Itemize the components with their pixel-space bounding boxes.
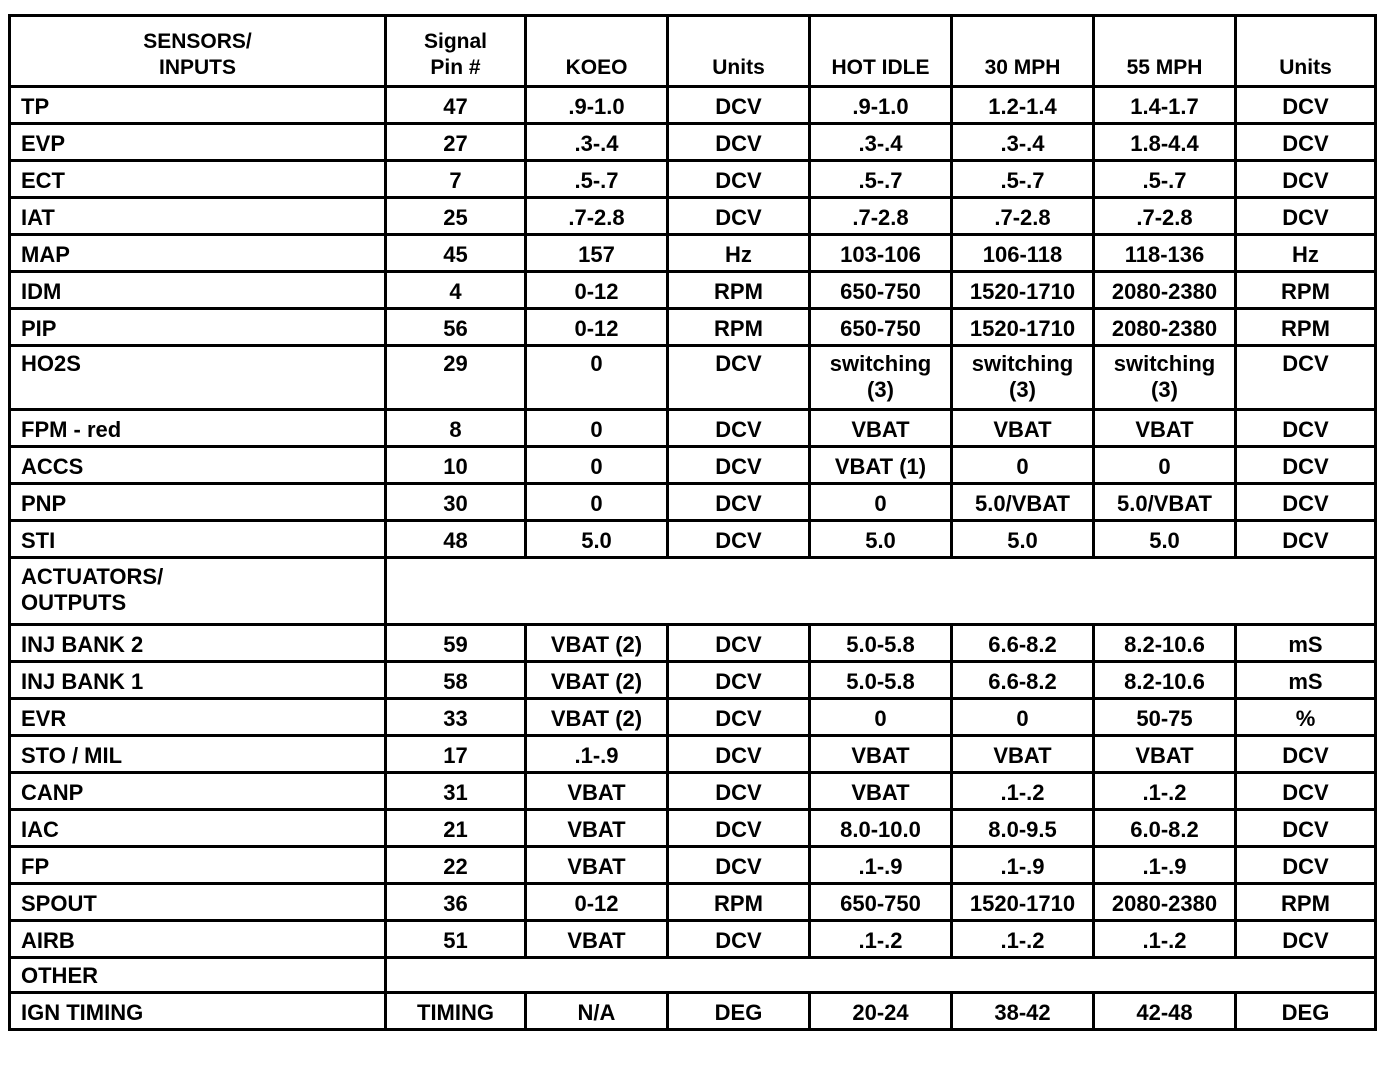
row-units-2: RPM xyxy=(1236,272,1376,309)
row-name: IAT xyxy=(10,198,386,235)
row-55-mph: 50-75 xyxy=(1094,699,1236,736)
table-row xyxy=(10,272,1376,309)
row-hot-idle: .5-.7 xyxy=(810,161,952,198)
actuators-outputs-heading xyxy=(10,558,386,625)
header-units-2: Units xyxy=(1236,16,1376,87)
row-pin: 31 xyxy=(386,773,526,810)
row-units-1: DCV xyxy=(668,921,810,958)
row-units-1: DCV xyxy=(668,662,810,699)
row-pin: 51 xyxy=(386,921,526,958)
row-pin: 25 xyxy=(386,198,526,235)
row-30-mph: 6.6-8.2 xyxy=(952,625,1094,662)
row-units-1: DCV xyxy=(668,847,810,884)
row-pin: 4 xyxy=(386,272,526,309)
table-row xyxy=(10,198,1376,235)
row-units-1: Hz xyxy=(668,235,810,272)
row-pin: 22 xyxy=(386,847,526,884)
table-row xyxy=(10,447,1376,484)
row-units-1: DCV xyxy=(668,87,810,124)
row-koeo: 0-12 xyxy=(526,884,668,921)
row-units-2: DCV xyxy=(1236,161,1376,198)
row-hot-idle: 5.0-5.8 xyxy=(810,625,952,662)
row-units-2: RPM xyxy=(1236,309,1376,346)
row-pin: 45 xyxy=(386,235,526,272)
row-koeo: 5.0 xyxy=(526,521,668,558)
row-hot-idle: 650-750 xyxy=(810,309,952,346)
row-pin: 36 xyxy=(386,884,526,921)
row-koeo: 0-12 xyxy=(526,272,668,309)
row-hot-idle: .3-.4 xyxy=(810,124,952,161)
row-hot-idle: VBAT xyxy=(810,773,952,810)
section-blank xyxy=(386,558,1376,625)
row-55-mph: 6.0-8.2 xyxy=(1094,810,1236,847)
row-units-1: DCV xyxy=(668,161,810,198)
header-30-mph: 30 MPH xyxy=(952,16,1094,87)
row-name: EVP xyxy=(10,124,386,161)
row-30-mph: .5-.7 xyxy=(952,161,1094,198)
row-pin: 10 xyxy=(386,447,526,484)
mph55-line2: (3) xyxy=(1151,377,1178,402)
row-hot-idle: 5.0-5.8 xyxy=(810,662,952,699)
row-units-1: DCV xyxy=(668,773,810,810)
table-row xyxy=(10,235,1376,272)
table-row xyxy=(10,736,1376,773)
row-30-mph: 1.2-1.4 xyxy=(952,87,1094,124)
row-pin: 21 xyxy=(386,810,526,847)
row-55-mph: 1.4-1.7 xyxy=(1094,87,1236,124)
row-hot-idle xyxy=(810,346,952,410)
hot-idle-line2: (3) xyxy=(867,377,894,402)
row-30-mph: 38-42 xyxy=(952,993,1094,1030)
row-units-1: DCV xyxy=(668,410,810,447)
row-units-2: DCV xyxy=(1236,198,1376,235)
row-units-1: DCV xyxy=(668,521,810,558)
row-name: ACCS xyxy=(10,447,386,484)
row-55-mph: .1-.2 xyxy=(1094,921,1236,958)
row-units-2: DCV xyxy=(1236,736,1376,773)
row-pin: 33 xyxy=(386,699,526,736)
row-pin: 56 xyxy=(386,309,526,346)
row-30-mph: VBAT xyxy=(952,410,1094,447)
row-units-2: DCV xyxy=(1236,87,1376,124)
row-55-mph: 8.2-10.6 xyxy=(1094,662,1236,699)
row-name: TP xyxy=(10,87,386,124)
row-hot-idle: 650-750 xyxy=(810,884,952,921)
row-koeo: 0 xyxy=(526,410,668,447)
row-name: FP xyxy=(10,847,386,884)
row-units-2: DCV xyxy=(1236,410,1376,447)
row-30-mph: 8.0-9.5 xyxy=(952,810,1094,847)
row-30-mph: .3-.4 xyxy=(952,124,1094,161)
table-row xyxy=(10,773,1376,810)
row-units-2: % xyxy=(1236,699,1376,736)
row-koeo: .1-.9 xyxy=(526,736,668,773)
table-row xyxy=(10,521,1376,558)
mph55-line1: switching xyxy=(1113,351,1216,376)
table-row xyxy=(10,161,1376,198)
row-koeo: VBAT (2) xyxy=(526,699,668,736)
section-actuators xyxy=(10,558,1376,625)
row-55-mph: 118-136 xyxy=(1094,235,1236,272)
row-units-1: DCV xyxy=(668,346,810,410)
row-55-mph: 0 xyxy=(1094,447,1236,484)
row-koeo: .5-.7 xyxy=(526,161,668,198)
row-koeo: 0 xyxy=(526,484,668,521)
row-pin: TIMING xyxy=(386,993,526,1030)
row-units-1: DCV xyxy=(668,484,810,521)
row-name: MAP xyxy=(10,235,386,272)
table-row xyxy=(10,847,1376,884)
row-name: IGN TIMING xyxy=(10,993,386,1030)
header-signal-pin xyxy=(386,16,526,87)
row-koeo: .9-1.0 xyxy=(526,87,668,124)
row-units-1: DCV xyxy=(668,447,810,484)
row-name: STO / MIL xyxy=(10,736,386,773)
table-row xyxy=(10,884,1376,921)
header-55-mph: 55 MPH xyxy=(1094,16,1236,87)
row-name: INJ BANK 2 xyxy=(10,625,386,662)
table-row xyxy=(10,87,1376,124)
row-30-mph: 0 xyxy=(952,699,1094,736)
row-name: STI xyxy=(10,521,386,558)
row-koeo: VBAT xyxy=(526,921,668,958)
row-pin: 48 xyxy=(386,521,526,558)
row-koeo: 0 xyxy=(526,447,668,484)
row-pin: 27 xyxy=(386,124,526,161)
row-pin: 58 xyxy=(386,662,526,699)
row-units-1: DCV xyxy=(668,124,810,161)
row-name: SPOUT xyxy=(10,884,386,921)
row-pin: 7 xyxy=(386,161,526,198)
row-units-2: DCV xyxy=(1236,484,1376,521)
row-koeo: VBAT xyxy=(526,810,668,847)
row-55-mph: .1-.9 xyxy=(1094,847,1236,884)
row-name: PNP xyxy=(10,484,386,521)
row-name: INJ BANK 1 xyxy=(10,662,386,699)
table-row xyxy=(10,309,1376,346)
row-hot-idle: 0 xyxy=(810,699,952,736)
header-row xyxy=(10,16,1376,87)
row-name: HO2S xyxy=(10,346,386,410)
row-koeo: VBAT (2) xyxy=(526,662,668,699)
row-hot-idle: 8.0-10.0 xyxy=(810,810,952,847)
header-sensors-line2: INPUTS xyxy=(158,56,236,79)
section-blank xyxy=(386,958,1376,993)
row-units-1: DEG xyxy=(668,993,810,1030)
row-55-mph: 5.0/VBAT xyxy=(1094,484,1236,521)
row-30-mph: 6.6-8.2 xyxy=(952,662,1094,699)
row-units-2: mS xyxy=(1236,662,1376,699)
row-55-mph: VBAT xyxy=(1094,736,1236,773)
mph30-line1: switching xyxy=(971,351,1074,376)
row-30-mph: .1-.2 xyxy=(952,921,1094,958)
row-units-1: DCV xyxy=(668,736,810,773)
row-30-mph: 1520-1710 xyxy=(952,309,1094,346)
row-koeo: VBAT xyxy=(526,847,668,884)
row-55-mph: .7-2.8 xyxy=(1094,198,1236,235)
row-units-2: DCV xyxy=(1236,847,1376,884)
section-other xyxy=(10,958,1376,993)
row-units-1: DCV xyxy=(668,198,810,235)
table-row xyxy=(10,993,1376,1030)
row-koeo: .7-2.8 xyxy=(526,198,668,235)
row-units-2: DEG xyxy=(1236,993,1376,1030)
row-koeo: VBAT xyxy=(526,773,668,810)
row-55-mph: .5-.7 xyxy=(1094,161,1236,198)
row-30-mph: .1-.2 xyxy=(952,773,1094,810)
row-koeo: N/A xyxy=(526,993,668,1030)
row-55-mph: 2080-2380 xyxy=(1094,272,1236,309)
row-units-2: DCV xyxy=(1236,447,1376,484)
header-units-1: Units xyxy=(668,16,810,87)
row-pin: 17 xyxy=(386,736,526,773)
row-koeo: VBAT (2) xyxy=(526,625,668,662)
row-name: ECT xyxy=(10,161,386,198)
row-name: CANP xyxy=(10,773,386,810)
row-units-2: DCV xyxy=(1236,921,1376,958)
row-units-1: RPM xyxy=(668,309,810,346)
header-hot-idle: HOT IDLE xyxy=(810,16,952,87)
row-30-mph: 1520-1710 xyxy=(952,884,1094,921)
row-55-mph xyxy=(1094,346,1236,410)
row-hot-idle: 650-750 xyxy=(810,272,952,309)
row-30-mph: .7-2.8 xyxy=(952,198,1094,235)
row-55-mph: 1.8-4.4 xyxy=(1094,124,1236,161)
row-55-mph: 8.2-10.6 xyxy=(1094,625,1236,662)
row-units-2: Hz xyxy=(1236,235,1376,272)
row-55-mph: 2080-2380 xyxy=(1094,884,1236,921)
row-units-1: DCV xyxy=(668,810,810,847)
row-55-mph: 42-48 xyxy=(1094,993,1236,1030)
row-units-2: DCV xyxy=(1236,124,1376,161)
row-units-1: RPM xyxy=(668,884,810,921)
row-30-mph: 106-118 xyxy=(952,235,1094,272)
row-koeo: .3-.4 xyxy=(526,124,668,161)
sensor-spec-table xyxy=(8,14,1377,1031)
row-hot-idle: 20-24 xyxy=(810,993,952,1030)
row-koeo: 0-12 xyxy=(526,309,668,346)
row-hot-idle: .9-1.0 xyxy=(810,87,952,124)
row-units-2: RPM xyxy=(1236,884,1376,921)
row-pin: 47 xyxy=(386,87,526,124)
row-hot-idle: 5.0 xyxy=(810,521,952,558)
row-hot-idle: .7-2.8 xyxy=(810,198,952,235)
table-row xyxy=(10,625,1376,662)
table-row xyxy=(10,921,1376,958)
header-signal-line2: Pin # xyxy=(430,56,481,79)
header-koeo: KOEO xyxy=(526,16,668,87)
row-hot-idle: VBAT xyxy=(810,736,952,773)
row-55-mph: VBAT xyxy=(1094,410,1236,447)
table-row xyxy=(10,699,1376,736)
row-koeo: 0 xyxy=(526,346,668,410)
row-name: IAC xyxy=(10,810,386,847)
row-hot-idle: .1-.2 xyxy=(810,921,952,958)
row-30-mph: .1-.9 xyxy=(952,847,1094,884)
header-sensors-inputs xyxy=(10,16,386,87)
row-pin: 29 xyxy=(386,346,526,410)
row-30-mph: 5.0/VBAT xyxy=(952,484,1094,521)
row-pin: 30 xyxy=(386,484,526,521)
row-name: EVR xyxy=(10,699,386,736)
row-30-mph xyxy=(952,346,1094,410)
row-units-1: RPM xyxy=(668,272,810,309)
row-55-mph: .1-.2 xyxy=(1094,773,1236,810)
header-sensors-line1: SENSORS/ xyxy=(143,30,252,53)
actuators-line1: ACTUATORS/ xyxy=(21,564,164,589)
row-name: AIRB xyxy=(10,921,386,958)
row-units-2: DCV xyxy=(1236,346,1376,410)
table-row xyxy=(10,662,1376,699)
table-row-ho2s xyxy=(10,346,1376,410)
row-hot-idle: VBAT xyxy=(810,410,952,447)
row-pin: 59 xyxy=(386,625,526,662)
row-name: PIP xyxy=(10,309,386,346)
table-row xyxy=(10,124,1376,161)
row-units-1: DCV xyxy=(668,699,810,736)
row-30-mph: 5.0 xyxy=(952,521,1094,558)
row-name: IDM xyxy=(10,272,386,309)
row-units-2: DCV xyxy=(1236,521,1376,558)
row-hot-idle: 0 xyxy=(810,484,952,521)
row-hot-idle: VBAT (1) xyxy=(810,447,952,484)
other-heading: OTHER xyxy=(10,958,386,993)
row-55-mph: 2080-2380 xyxy=(1094,309,1236,346)
row-units-1: DCV xyxy=(668,625,810,662)
header-signal-line1: Signal xyxy=(423,30,487,53)
row-30-mph: 0 xyxy=(952,447,1094,484)
actuators-line2: OUTPUTS xyxy=(21,590,127,615)
row-units-2: DCV xyxy=(1236,810,1376,847)
table-row xyxy=(10,810,1376,847)
table-row xyxy=(10,410,1376,447)
table-row xyxy=(10,484,1376,521)
row-units-2: DCV xyxy=(1236,773,1376,810)
hot-idle-line1: switching xyxy=(829,351,932,376)
row-30-mph: VBAT xyxy=(952,736,1094,773)
row-units-2: mS xyxy=(1236,625,1376,662)
row-name: FPM - red xyxy=(10,410,386,447)
mph30-line2: (3) xyxy=(1009,377,1036,402)
row-hot-idle: 103-106 xyxy=(810,235,952,272)
row-hot-idle: .1-.9 xyxy=(810,847,952,884)
row-koeo: 157 xyxy=(526,235,668,272)
row-55-mph: 5.0 xyxy=(1094,521,1236,558)
row-30-mph: 1520-1710 xyxy=(952,272,1094,309)
row-pin: 8 xyxy=(386,410,526,447)
